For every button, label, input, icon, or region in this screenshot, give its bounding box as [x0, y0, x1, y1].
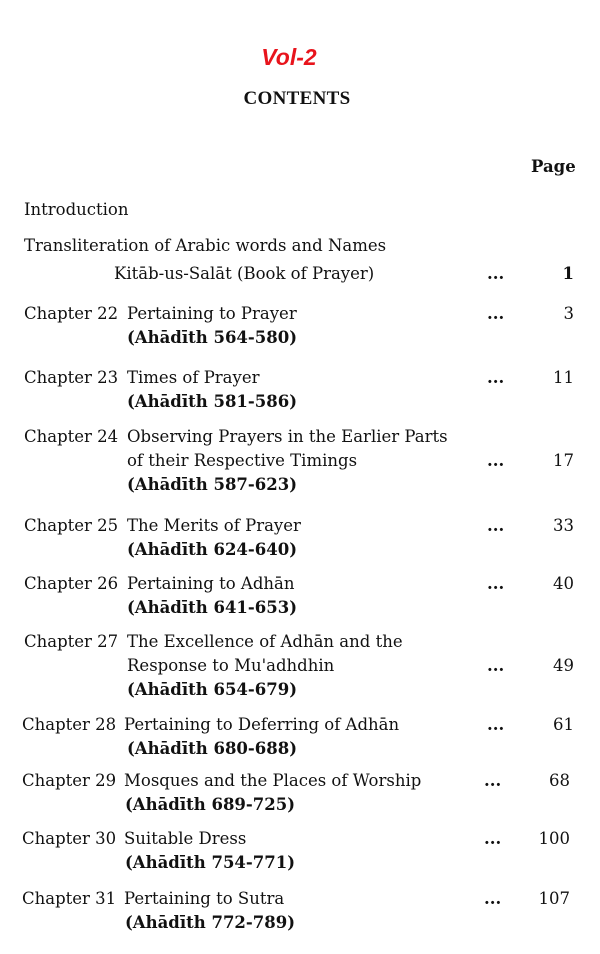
chapter-label: Chapter 24	[24, 427, 119, 446]
chapter-ahadith-range: (Ahādīth 624-640)	[127, 540, 298, 559]
chapter-title-line: The Merits of Prayer	[127, 516, 301, 535]
chapter-ahadith-range: (Ahādīth 680-688)	[127, 739, 298, 758]
toc-introduction[interactable]: Introduction	[24, 200, 129, 219]
chapter-leader-dots: ...	[487, 451, 505, 470]
toc-kitab-leader: ...	[487, 264, 505, 283]
chapter-label: Chapter 27	[24, 632, 119, 651]
chapter-ahadith-range: (Ahādīth 772-789)	[125, 913, 296, 932]
chapter-title-line: Mosques and the Places of Worship	[124, 771, 422, 790]
chapter-page-number[interactable]: 49	[553, 656, 574, 675]
chapter-label: Chapter 29	[22, 771, 117, 790]
chapter-ahadith-range: (Ahādīth 689-725)	[125, 795, 296, 814]
chapter-leader-dots: ...	[484, 771, 502, 790]
toc-kitab-title[interactable]: Kitāb-us-Salāt (Book of Prayer)	[114, 264, 375, 283]
chapter-ahadith-range: (Ahādīth 587-623)	[127, 475, 298, 494]
chapter-page-number[interactable]: 40	[553, 574, 574, 593]
chapter-title-line: Response to Mu'adhdhin	[127, 656, 335, 675]
chapter-leader-dots: ...	[484, 829, 502, 848]
chapter-title-line: Pertaining to Adhān	[127, 574, 295, 593]
volume-label: Vol-2	[261, 44, 317, 70]
page-column-label: Page	[531, 157, 576, 176]
chapter-title-line: Observing Prayers in the Earlier Parts	[127, 427, 448, 446]
chapter-label: Chapter 25	[24, 516, 119, 535]
chapter-ahadith-range: (Ahādīth 654-679)	[127, 680, 298, 699]
chapter-leader-dots: ...	[487, 574, 505, 593]
contents-title: CONTENTS	[243, 88, 351, 109]
chapter-label: Chapter 28	[22, 715, 117, 734]
chapter-page-number[interactable]: 11	[553, 368, 574, 387]
chapter-page-number[interactable]: 3	[563, 304, 574, 323]
chapter-title-line: Pertaining to Deferring of Adhān	[124, 715, 400, 734]
chapter-leader-dots: ...	[487, 715, 505, 734]
chapter-label: Chapter 26	[24, 574, 119, 593]
chapter-title-line: Times of Prayer	[127, 368, 260, 387]
chapter-title-line: The Excellence of Adhān and the	[127, 632, 403, 651]
chapter-label: Chapter 22	[24, 304, 119, 323]
chapter-leader-dots: ...	[484, 889, 502, 908]
chapter-ahadith-range: (Ahādīth 581-586)	[127, 392, 298, 411]
toc-transliteration[interactable]: Transliteration of Arabic words and Names	[24, 236, 387, 255]
chapter-leader-dots: ...	[487, 516, 505, 535]
chapter-page-number[interactable]: 68	[549, 771, 570, 790]
chapter-title-line: of their Respective Timings	[127, 451, 358, 470]
chapter-label: Chapter 31	[22, 889, 117, 908]
chapter-ahadith-range: (Ahādīth 754-771)	[125, 853, 296, 872]
chapter-page-number[interactable]: 61	[553, 715, 574, 734]
chapter-title-line: Pertaining to Sutra	[124, 889, 285, 908]
chapter-leader-dots: ...	[487, 304, 505, 323]
chapter-label: Chapter 23	[24, 368, 119, 387]
chapter-title-line: Suitable Dress	[124, 829, 247, 848]
chapter-page-number[interactable]: 33	[553, 516, 574, 535]
chapter-page-number[interactable]: 17	[553, 451, 574, 470]
chapter-page-number[interactable]: 107	[538, 889, 570, 908]
chapter-ahadith-range: (Ahādīth 641-653)	[127, 598, 298, 617]
chapter-label: Chapter 30	[22, 829, 117, 848]
chapter-leader-dots: ...	[487, 368, 505, 387]
toc-kitab-page[interactable]: 1	[562, 264, 574, 283]
chapter-page-number[interactable]: 100	[538, 829, 570, 848]
chapter-title-line: Pertaining to Prayer	[127, 304, 297, 323]
chapter-ahadith-range: (Ahādīth 564-580)	[127, 328, 298, 347]
chapter-leader-dots: ...	[487, 656, 505, 675]
